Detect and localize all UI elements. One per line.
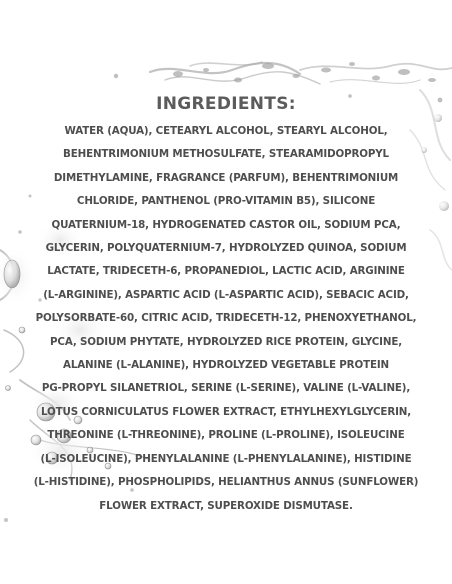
ingredients-list	[30, 120, 422, 518]
ingredient-line: BEHENTRIMONIUM METHOSULFATE, STEARAMIDOPROPYL	[63, 148, 389, 161]
ingredient-line: FLOWER EXTRACT, SUPEROXIDE DISMUTASE.	[99, 499, 353, 512]
ingredient-line: LOTUS CORNICULATUS FLOWER EXTRACT, ETHYLHEXYLGLYCERIN,	[40, 405, 412, 418]
ingredient-line: CHLORIDE, PANTHENOL (PRO-VITAMIN B5), SILICONE	[76, 195, 376, 208]
ingredient-line: LACTATE, TRIDECETH-6, PROPANEDIOL, LACTIC ACID, ARGININE	[47, 265, 405, 278]
ingredient-line: (L-ARGININE), ASPARTIC ACID (L-ASPARTIC ACID), SEBACIC ACID,	[43, 288, 409, 301]
ingredient-line: POLYSORBATE-60, CITRIC ACID, TRIDECETH-12, PHENOXYETHANOL,	[35, 312, 417, 325]
ingredient-line: THREONINE (L-THREONINE), PROLINE (L-PROLINE), ISOLEUCINE	[47, 429, 405, 442]
ingredient-line: DIMETHYLAMINE, FRAGRANCE (PARFUM), BEHENTRIMONIUM	[53, 171, 399, 184]
ingredient-line: WATER (AQUA), CETEARYL ALCOHOL, STEARYL ALCOHOL,	[64, 125, 388, 137]
ingredient-line: PG-PROPYL SILANETRIOL, SERINE (L-SERINE), VALINE (L-VALINE),	[41, 382, 411, 395]
ingredient-line: QUATERNIUM-18, HYDROGENATED CASTOR OIL, SODIUM PCA,	[51, 218, 401, 231]
ingredient-line: PCA, SODIUM PHYTATE, HYDROLYZED RICE PROTEIN, GLYCINE,	[50, 335, 402, 348]
ingredient-line: (L-HISTIDINE), PHOSPHOLIPIDS, HELIANTHUS ANNUS (SUNFLOWER)	[33, 476, 419, 489]
ingredients-panel	[0, 84, 452, 518]
ingredients-heading: INGREDIENTS:	[156, 94, 296, 114]
ingredient-line: (L-ISOLEUCINE), PHENYLALANINE (L-PHENYLALANINE), HISTIDINE	[40, 452, 412, 465]
ingredient-line: GLYCERIN, POLYQUATERNIUM-7, HYDROLYZED QUINOA, SODIUM	[45, 242, 407, 255]
ingredient-line: ALANINE (L-ALANINE), HYDROLYZED VEGETABLE PROTEIN	[63, 359, 389, 372]
